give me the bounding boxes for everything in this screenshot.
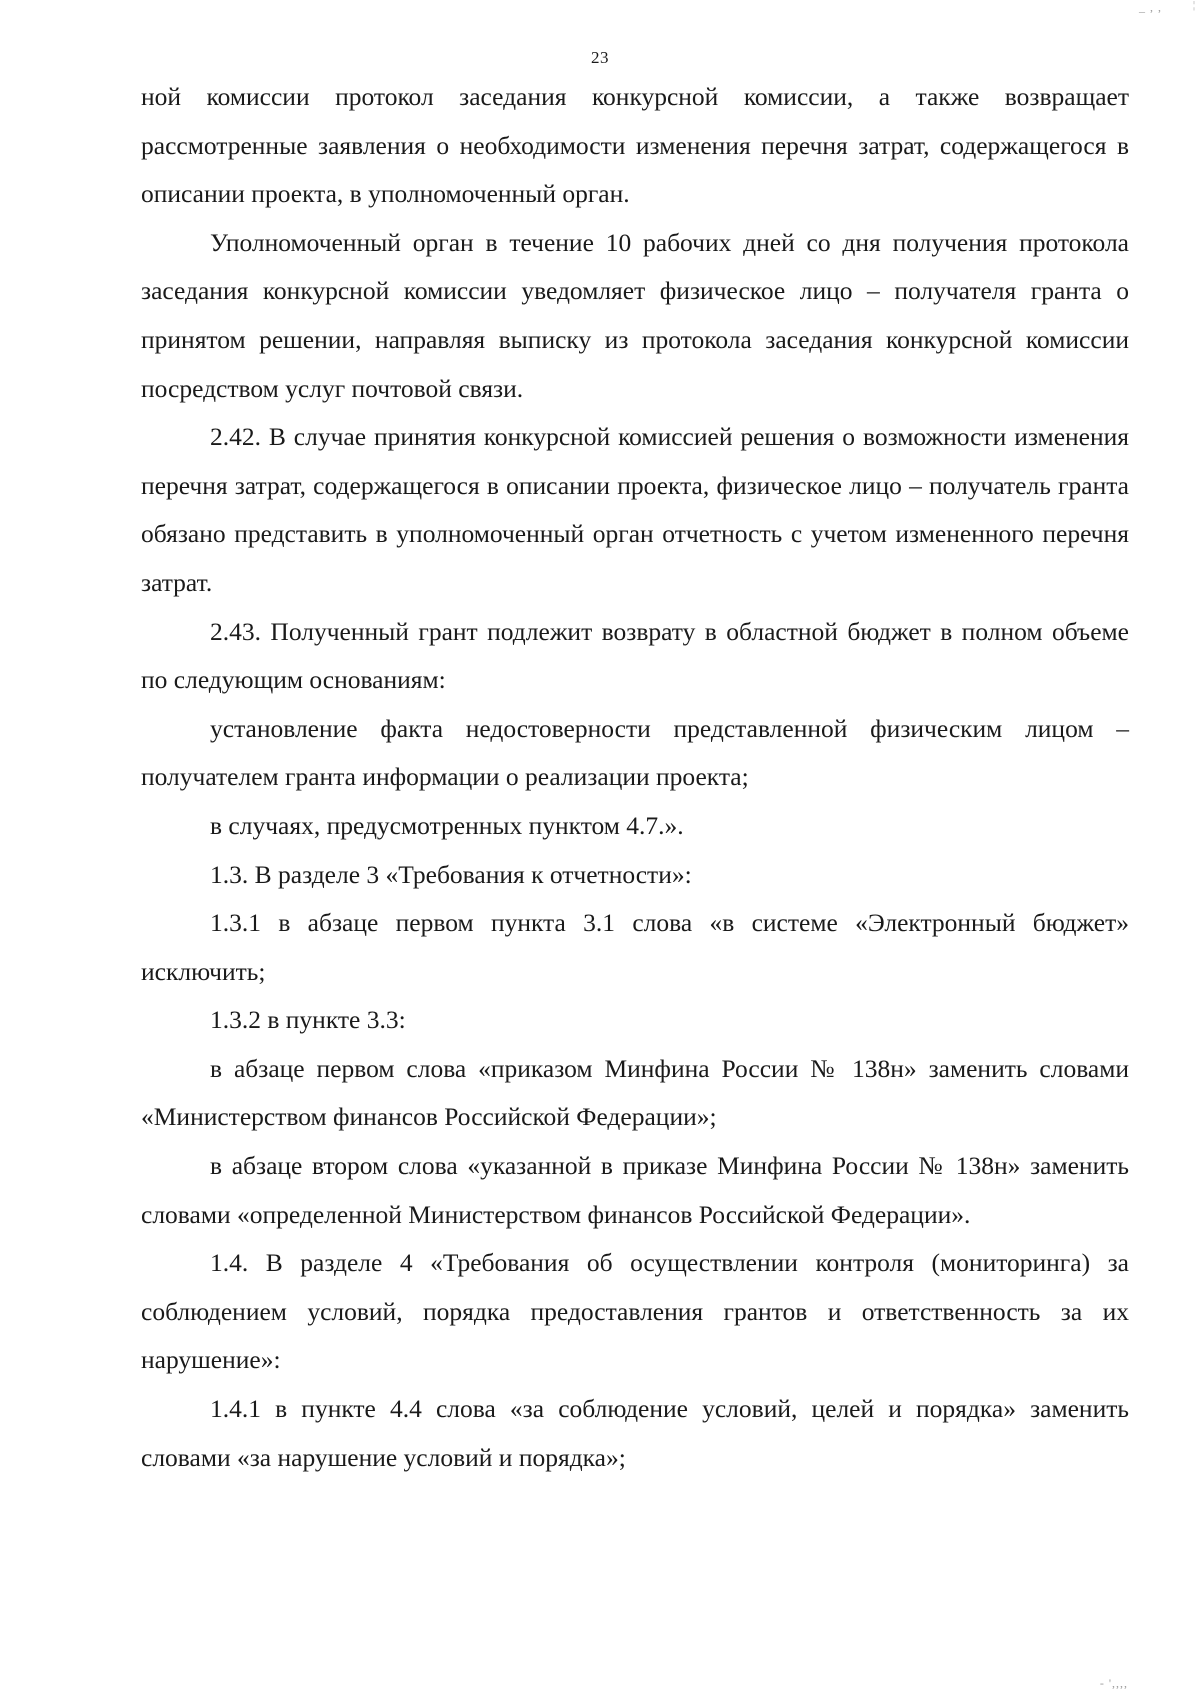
paragraph: ной комиссии протокол заседания конкурсной комиссии, а также возвращает рассмотренные заявления о необходимости изменения перечня затрат, содержащегося в описании проекта, в уполномоченный орган.: [141, 82, 1129, 209]
paragraph: 2.42. В случае принятия конкурсной комиссией решения о возможности изменения перечня затрат, содержащегося в описании проекта, физическое лицо – получатель гранта обязано представить в уполномоченный орган отчетность с учетом измененного перечня затрат.: [141, 422, 1129, 597]
page-number: 23: [591, 48, 609, 67]
paragraph: 1.3.1 в абзаце первом пункта 3.1 слова «в системе «Электронный бюджет» исключить;: [141, 908, 1129, 986]
paragraph: в абзаце втором слова «указанной в приказе Минфина России № 138н» заменить словами «определенной Министерством финансов Российской Федерации».: [141, 1151, 1129, 1229]
paragraph: в абзаце первом слова «приказом Минфина России № 138н» заменить словами «Министерством финансов Российской Федерации»;: [141, 1053, 1129, 1132]
paragraph: 1.3. В разделе 3 «Требования к отчетности»:: [210, 859, 692, 889]
paragraph: 1.3.2 в пункте 3.3:: [210, 1005, 406, 1035]
paragraph: в случаях, предусмотренных пунктом 4.7.».: [210, 810, 684, 840]
scan-artifact-mark: ¦: [1192, 0, 1196, 11]
paragraph: установление факта недостоверности представленной физическим лицом – получателем гранта информации о реализации проекта;: [141, 713, 1129, 792]
paragraph: 2.43. Полученный грант подлежит возврату в областной бюджет в полном объеме по следующим основаниям:: [141, 616, 1129, 695]
paragraph: 1.4. В разделе 4 «Требования об осуществлении контроля (мониторинга) за соблюдением условий, порядка предоставления грантов и ответственность за их нарушение»:: [141, 1248, 1129, 1375]
paragraph: Уполномоченный орган в течение 10 рабочих дней со дня получения протокола заседания конкурсной комиссии уведомляет физическое лицо – получателя гранта о принятом решении, направляя выписку из протокола заседания конкурсной комиссии посредством услуг почтовой связи.: [141, 227, 1129, 403]
paragraph: 1.4.1 в пункте 4.4 слова «за соблюдение условий, целей и порядка» заменить словами «за нарушение условий и порядка»;: [141, 1394, 1129, 1472]
scan-artifact-mark: _ , ,: [1139, 0, 1162, 14]
document-body: [141, 73, 1129, 1482]
scan-artifact-mark: - ',,,,: [1099, 1676, 1128, 1690]
